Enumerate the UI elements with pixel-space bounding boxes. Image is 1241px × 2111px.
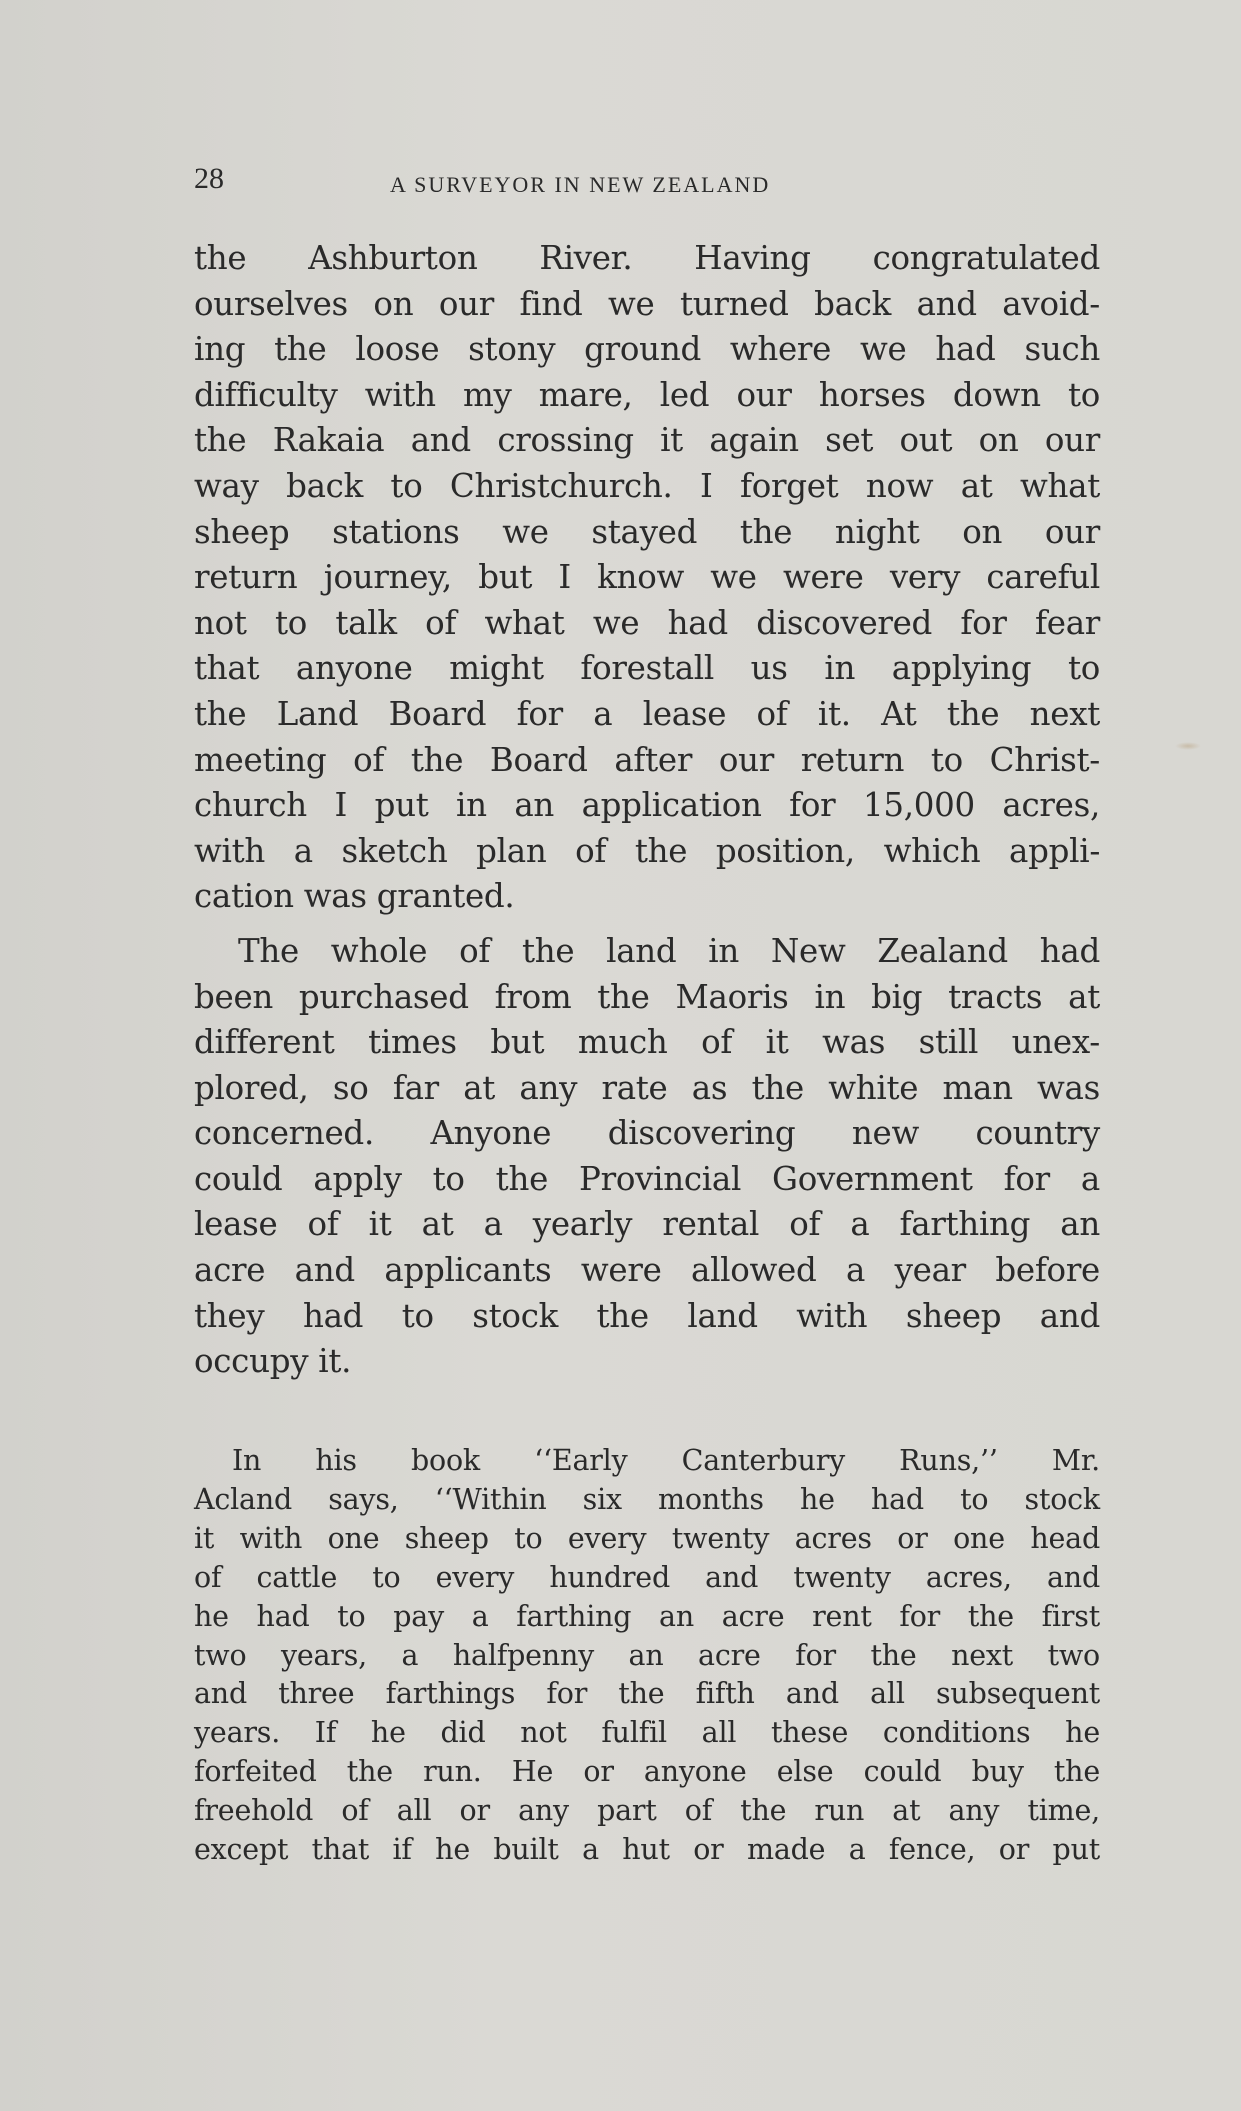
paragraph-1 xyxy=(194,236,1100,920)
text-line: plored, so far at any rate as the white man was xyxy=(194,1068,1100,1107)
text-line: they had to stock the land with sheep and xyxy=(194,1296,1100,1335)
running-head: A SURVEYOR IN NEW ZEALAND xyxy=(390,172,771,197)
text-line: church I put in an application for 15,000 acres, xyxy=(194,786,1100,825)
text-line: could apply to the Provincial Government for a xyxy=(194,1159,1100,1198)
text-line: sheep stations we stayed the night on our xyxy=(194,512,1100,551)
text-line: the Rakaia and crossing it again set out on our xyxy=(194,421,1100,460)
quote-line: forfeited the run. He or anyone else could buy the xyxy=(194,1755,1100,1789)
quote-line: and three farthings for the fifth and all subsequent xyxy=(194,1677,1100,1711)
text-line: lease of it at a yearly rental of a farthing an xyxy=(194,1205,1100,1244)
quote-line: freehold of all or any part of the run at any time, xyxy=(194,1794,1100,1828)
paragraph-2 xyxy=(194,929,1100,1385)
text-line: the Ashburton River. Having congratulated xyxy=(194,239,1100,277)
text-line: way back to Christchurch. I forget now at what xyxy=(194,466,1100,505)
paper-blemish xyxy=(1175,742,1201,750)
quote-line: two years, a halfpenny an acre for the next two xyxy=(194,1638,1100,1672)
quote-line: years. If he did not fulfil all these conditions he xyxy=(194,1716,1100,1750)
page-header xyxy=(194,162,1104,202)
text-line: The whole of the land in New Zealand had xyxy=(238,931,1100,970)
quote-line: he had to pay a farthing an acre rent for the first xyxy=(194,1599,1100,1633)
text-line: ing the loose stony ground where we had such xyxy=(194,330,1100,369)
text-line: acre and applicants were allowed a year before xyxy=(194,1251,1100,1290)
text-line: meeting of the Board after our return to Christ- xyxy=(194,740,1100,779)
text-line: return journey, but I know we were very careful xyxy=(194,558,1100,597)
text-line: occupy it. xyxy=(194,1342,352,1381)
text-line: difficulty with my mare, led our horses down to xyxy=(194,375,1100,414)
quote-line: except that if he built a hut or made a fence, or put xyxy=(194,1833,1100,1867)
text-line: concerned. Anyone discovering new country xyxy=(194,1114,1100,1153)
quote-line: of cattle to every hundred and twenty acres, and xyxy=(194,1560,1100,1594)
text-line: not to talk of what we had discovered for fear xyxy=(194,603,1100,642)
quote-line: Acland says, ‘‘Within six months he had to stock xyxy=(194,1482,1100,1516)
text-line: that anyone might forestall us in applying to xyxy=(194,649,1100,688)
quoted-passage xyxy=(194,1442,1100,1870)
body-text xyxy=(194,236,1100,1394)
text-line: different times but much of it was still unex- xyxy=(194,1023,1100,1062)
text-line: been purchased from the Maoris in big tracts at xyxy=(194,977,1100,1016)
text-line: ourselves on our find we turned back and avoid- xyxy=(194,284,1100,323)
quote-line: In his book ‘‘Early Canterbury Runs,’’ Mr. xyxy=(232,1444,1100,1477)
text-line: with a sketch plan of the position, which appli- xyxy=(194,831,1100,870)
page-number: 28 xyxy=(194,162,224,195)
text-line: the Land Board for a lease of it. At the next xyxy=(194,694,1100,733)
quote-line: it with one sheep to every twenty acres or one head xyxy=(194,1521,1100,1555)
text-line: cation was granted. xyxy=(194,877,515,916)
